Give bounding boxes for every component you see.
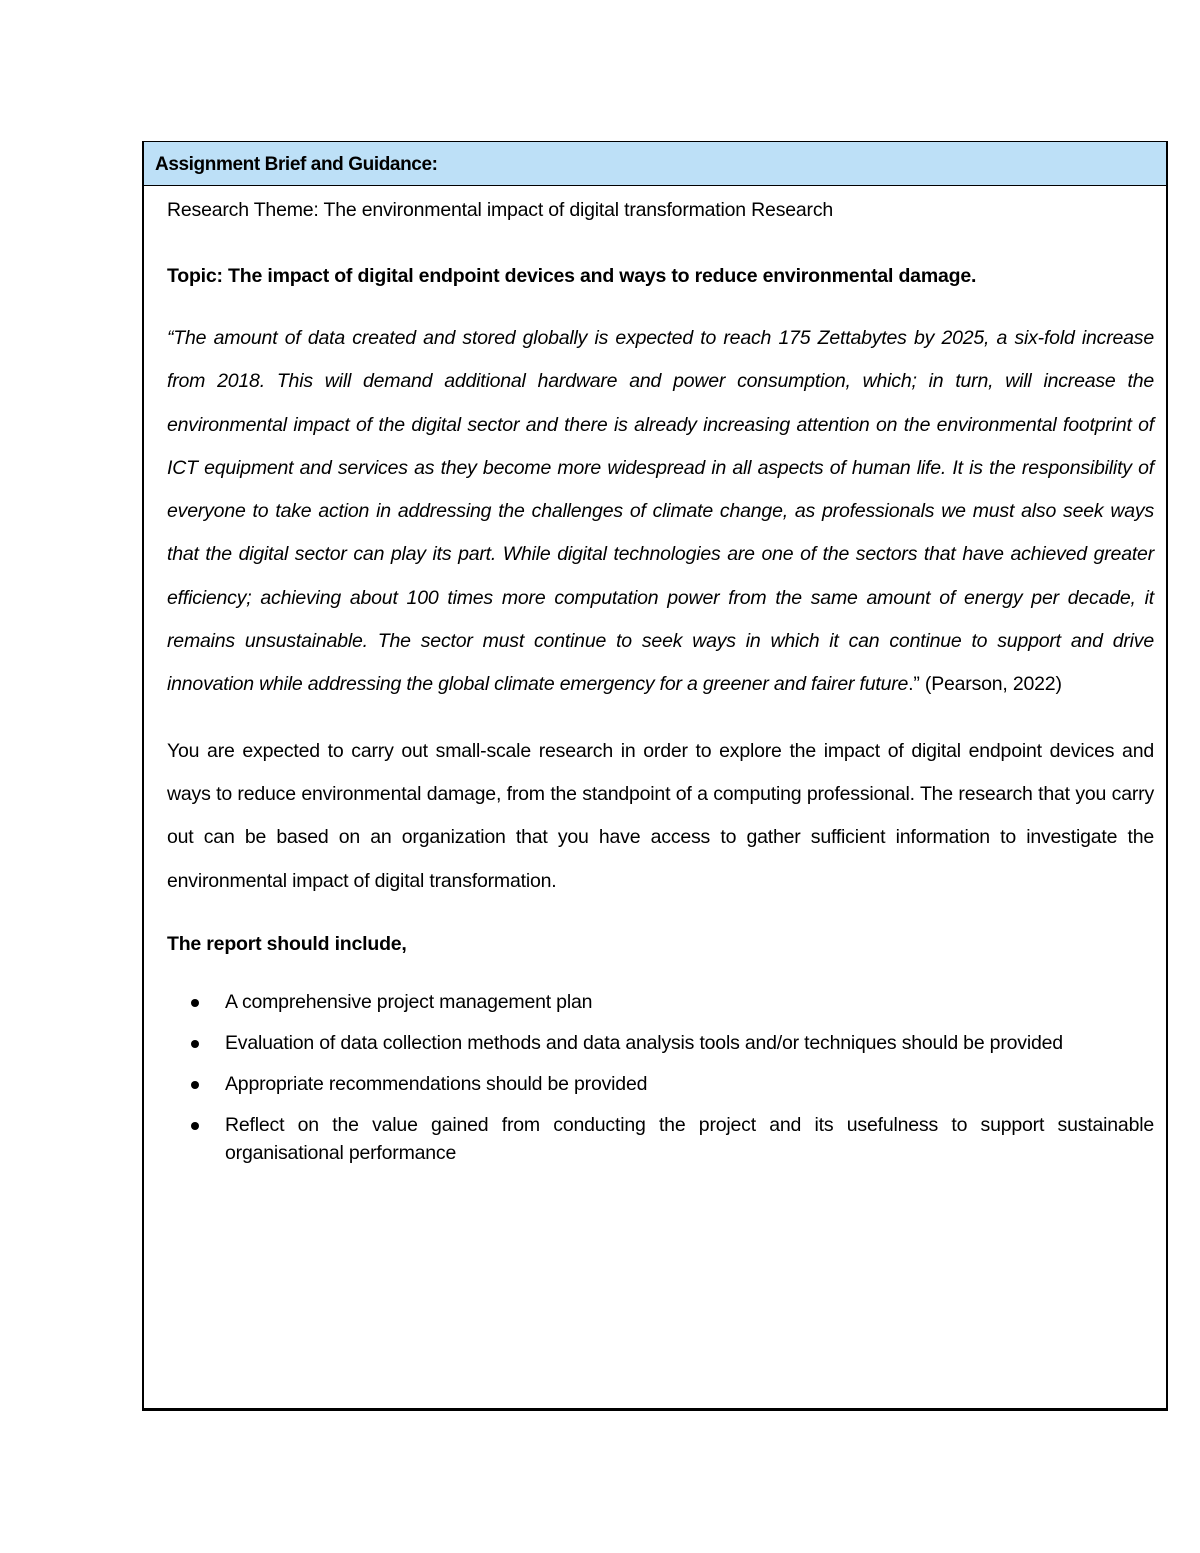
quote-citation: .” (Pearson, 2022): [908, 673, 1062, 696]
list-item-text: Appropriate recommendations should be provided: [225, 1072, 648, 1095]
expected-paragraph: You are expected to carry out small-scale research in order to explore the impact of digital endpoint devices and ways to reduce environmental damage, from the standpoint of a computing professional. The research that you carry out can be based on an organization that you have access to gather sufficient information to investigate the environmental impact of digital transformation.: [167, 739, 1154, 892]
list-item-text: Reflect on the value gained from conducting the project and its usefulness to support sustainable organisational performance: [225, 1113, 1154, 1164]
brief-title: Assignment Brief and Guidance:: [155, 154, 438, 175]
list-item-text: A comprehensive project management plan: [225, 990, 593, 1013]
research-theme: Research Theme: The environmental impact of digital transformation Research: [167, 199, 834, 221]
quote-text: “The amount of data created and stored globally is expected to reach 175 Zettabytes by 2025, a six-fold increase from 2018. This will demand additional hardware and power consumption, which; in turn, will increase the environmental impact of the digital sector and there is already increasing attention on the environmental footprint of ICT equipment and services as they become more widespread in all aspects of human life. It is the responsibility of everyone to take action in addressing the challenges of climate change, as professionals we must also seek ways that the digital sector can play its part. While digital technologies are one of the sectors that have achieved greater efficiency; achieving about 100 times more computation power from the same amount of energy per decade, it remains unsustainable. The sector must continue to seek ways in which it can continue to support and drive innovation while addressing the global climate emergency for a greener and fairer future: [167, 327, 1154, 696]
report-requirements-list: [167, 988, 1154, 1167]
list-item: [167, 988, 1154, 1016]
bullet-icon: [191, 999, 199, 1007]
list-item-text: Evaluation of data collection methods and data analysis tools and/or techniques should be provided: [225, 1031, 1063, 1054]
assignment-brief-box: [142, 141, 1168, 1411]
topic: Topic: The impact of digital endpoint devices and ways to reduce environmental damage.: [167, 265, 977, 287]
list-item: [167, 1070, 1154, 1098]
brief-header: [144, 142, 1166, 186]
bullet-icon: [191, 1122, 199, 1130]
bullet-icon: [191, 1040, 199, 1048]
report-heading: The report should include,: [167, 932, 407, 955]
list-item: [167, 1029, 1154, 1057]
bullet-icon: [191, 1081, 199, 1089]
brief-content: [144, 186, 1166, 1167]
list-item: [167, 1111, 1154, 1167]
quote-paragraph: [167, 317, 1154, 707]
